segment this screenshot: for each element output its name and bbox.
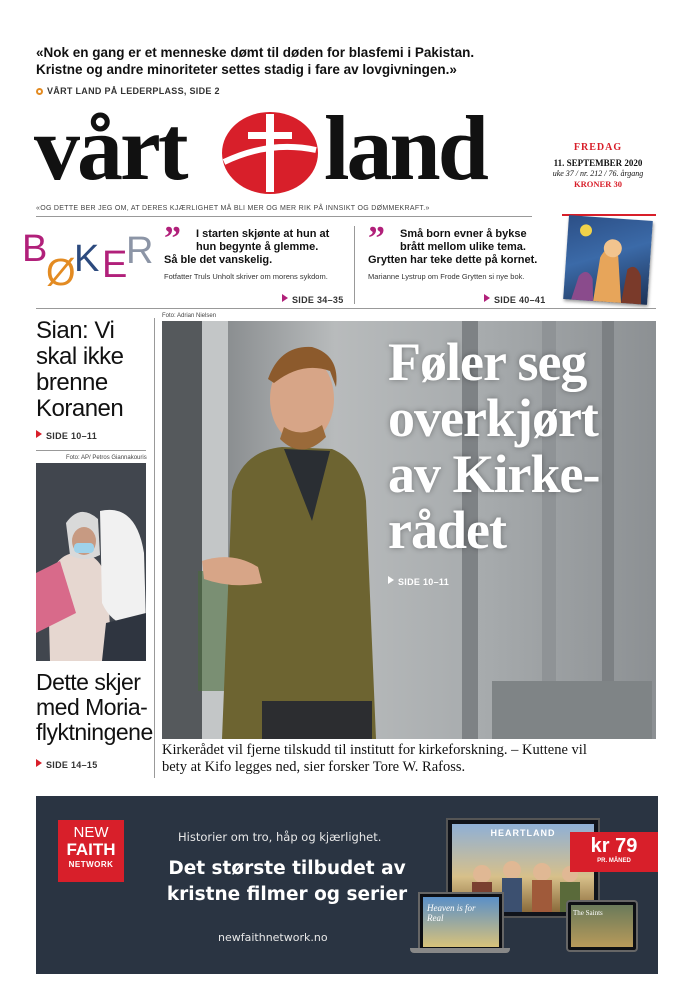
boker-ref[interactable]: SIDE 34–35 <box>282 290 344 308</box>
bullet-icon <box>36 88 43 95</box>
ad-banner[interactable] <box>36 796 658 974</box>
boker-letter: R <box>126 230 154 272</box>
masthead-word-right: land <box>324 97 486 199</box>
masthead-meta <box>542 142 654 189</box>
photo-credit: Foto: AP/ Petros Giannakouris <box>66 455 147 461</box>
masthead-slogan: «OG DETTE BER JEG OM, AT DERES KJÆRLIGHET MÅ BLI MER OG MER RIK PÅ INNSIKT OG DØMMEKRAFT.» <box>36 205 430 212</box>
price-badge <box>570 832 658 872</box>
left-story[interactable] <box>36 670 160 773</box>
masthead-logo-icon <box>220 110 320 196</box>
story-ref[interactable]: SIDE 14–15 <box>36 755 160 773</box>
divider <box>36 308 656 309</box>
logo-text: NEW <box>73 824 109 841</box>
arrow-icon <box>282 294 288 302</box>
price-value: kr 79 <box>590 835 638 857</box>
masthead-word-left: vårt <box>34 97 186 199</box>
boker-letter: Ø <box>46 252 76 294</box>
ad-tagline: Historier om tro, håp og kjærlighet. <box>178 830 382 844</box>
boker-label <box>20 226 154 298</box>
masthead-price: KRONER 30 <box>574 179 622 189</box>
main-headline[interactable] <box>388 334 648 590</box>
story-title <box>36 670 160 745</box>
main-caption <box>162 742 662 776</box>
arrow-icon <box>388 576 394 584</box>
ad-headline-line: Det største tilbudet av <box>168 858 406 879</box>
ad-headline <box>152 856 422 908</box>
ad-url[interactable]: newfaithnetwork.no <box>218 931 328 944</box>
laptop-device-image <box>418 892 504 952</box>
quote-mark-icon: ” <box>164 220 181 257</box>
headline-line: Føler seg <box>388 332 587 392</box>
top-quote-line1: «Nok en gang er et menneske dømt til døden for blasfemi i Pakistan. <box>36 45 475 60</box>
caption-line: bety at Kifo legges ned, sier forsker Tore W. Rafoss. <box>162 759 466 775</box>
boker-quote: Små born evner å bykse <box>400 228 527 240</box>
masthead-day: FREDAG <box>573 142 623 153</box>
headline-ref[interactable]: SIDE 10–11 <box>388 572 648 590</box>
tablet-title: The Saints <box>573 909 603 917</box>
story-ref[interactable]: SIDE 10–11 <box>36 426 156 444</box>
headline-line: rådet <box>388 500 506 560</box>
boker-letter: E <box>102 244 128 286</box>
tablet-device-image <box>566 900 638 952</box>
boker-byline: Fotfatter Truls Unholt skriver om morens sykdom. <box>164 272 328 281</box>
headline-line: overkjørt <box>388 388 598 448</box>
story-title <box>36 318 156 422</box>
boker-ref[interactable]: SIDE 40–41 <box>484 290 546 308</box>
boker-letter: K <box>74 238 100 280</box>
laptop-title: Heaven is for Real <box>427 903 476 923</box>
divider <box>154 318 155 778</box>
boker-quote: Grytten har teke dette på kornet. <box>368 254 538 266</box>
boker-quote: Så ble det vanskelig. <box>164 254 273 266</box>
masthead <box>34 97 654 200</box>
moria-photo[interactable] <box>36 463 146 661</box>
divider <box>354 226 355 304</box>
ad-logo[interactable] <box>58 820 124 882</box>
logo-text: NETWORK <box>68 860 114 869</box>
book-cover-image[interactable] <box>563 215 653 305</box>
arrow-icon <box>36 430 42 438</box>
headline-line: av Kirke- <box>388 444 600 504</box>
laptop-base <box>410 948 510 953</box>
boker-quote: hun begynte å glemme. <box>196 241 319 253</box>
masthead-date: 11. SEPTEMBER 2020 <box>553 158 643 168</box>
boker-item[interactable] <box>164 220 348 305</box>
photo-credit: Foto: Adrian Nielsen <box>162 313 217 319</box>
masthead-issue: uke 37 / nr. 212 / 76. årgang <box>552 169 644 178</box>
boker-letter: B <box>22 228 48 270</box>
boker-byline: Marianne Lystrup om Frode Grytten si nye bok. <box>368 272 525 281</box>
story-title-line: Koranen <box>36 395 124 422</box>
headline-text <box>388 334 648 558</box>
top-quote-line2: Kristne og andre minoriteter settes stadig i fare av lovgivningen.» <box>36 62 457 77</box>
story-title-line: med Moria- <box>36 694 148 720</box>
top-quote <box>36 44 636 99</box>
boker-quote: brått mellom ulike tema. <box>400 241 526 253</box>
logo-text: FAITH <box>66 840 116 859</box>
divider <box>36 216 532 217</box>
arrow-icon <box>36 759 42 767</box>
story-title-line: brenne <box>36 369 108 396</box>
left-story[interactable] <box>36 318 156 444</box>
divider <box>36 450 146 451</box>
arrow-icon <box>484 294 490 302</box>
story-title-line: Dette skjer <box>36 669 141 695</box>
story-title-line: skal ikke <box>36 343 124 370</box>
tv-title: HEARTLAND <box>490 828 556 838</box>
boker-item[interactable] <box>368 220 548 305</box>
quote-mark-icon: ” <box>368 220 385 257</box>
ad-headline-line: kristne filmer og serier <box>166 884 408 905</box>
story-title-line: flyktningene <box>36 719 153 745</box>
top-quote-ref[interactable]: VÅRT LAND PÅ LEDERPLASS, SIDE 2 <box>36 81 636 99</box>
story-title-line: Sian: Vi <box>36 317 115 344</box>
price-sub: PR. MÅNED <box>597 858 631 864</box>
boker-quote: I starten skjønte at hun at <box>196 228 330 240</box>
caption-line: Kirkerådet vil fjerne tilskudd til institutt for kirkeforskning. – Kuttene vil <box>162 742 587 758</box>
